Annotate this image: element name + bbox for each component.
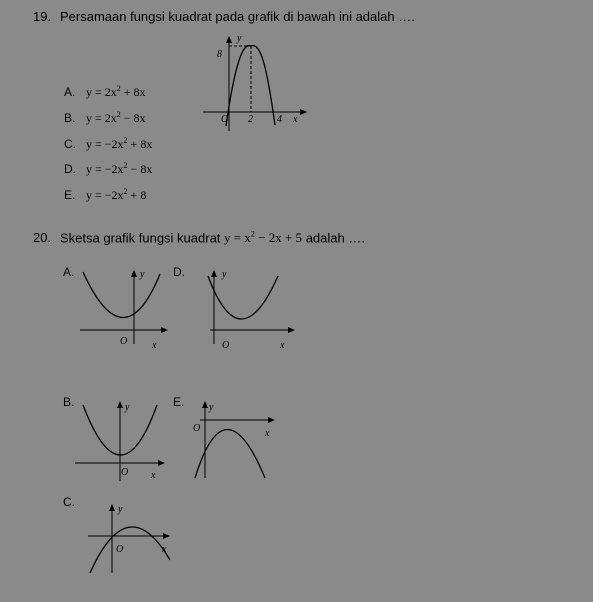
question-20-number: 20. <box>33 230 52 245</box>
q20-option-c-graph[interactable] <box>80 498 180 578</box>
question-19-number: 19. <box>33 9 52 24</box>
q20-option-d-letter[interactable]: D. <box>173 265 185 279</box>
origin-label: O <box>120 336 128 347</box>
y-axis-label: y <box>209 402 214 413</box>
q20-option-c-letter[interactable]: C. <box>63 495 75 509</box>
x-tick-label-2: 2 <box>248 114 253 125</box>
q19-option-d-formula[interactable]: $y = -2x^2 - 8x$ <box>86 161 153 176</box>
y-axis-label: y <box>222 269 227 280</box>
q20-option-e-letter[interactable]: E. <box>173 395 185 409</box>
x-tick-label-4: 4 <box>277 114 282 125</box>
q19-option-c-formula[interactable]: $y = -2x^2 + 8x$ <box>86 136 153 151</box>
y-axis-label: y <box>118 504 123 515</box>
parabola-curve <box>208 276 278 319</box>
x-axis-label: x <box>280 340 285 351</box>
q20-option-d-graph[interactable] <box>190 262 300 357</box>
q20-option-b-letter[interactable]: B. <box>63 395 75 409</box>
q20-option-e-graph[interactable] <box>185 393 285 483</box>
x-axis-label: x <box>162 544 167 555</box>
origin-label: O <box>116 544 124 555</box>
q19-option-d-letter[interactable]: D. <box>64 162 76 176</box>
origin-label: O <box>222 340 230 351</box>
y-tick-label-8: 8 <box>217 49 222 60</box>
q19-option-b-letter[interactable]: B. <box>64 111 76 125</box>
x-axis-label: x <box>265 428 270 439</box>
question-20-text: Sketsa grafik fungsi kuadrat $y = x^2 - 2x + 5$ adalah …. <box>60 230 365 246</box>
q19-option-e-letter[interactable]: E. <box>64 188 76 202</box>
y-axis-label: y <box>237 33 242 44</box>
origin-label: O <box>221 114 229 125</box>
q20-option-a-graph[interactable] <box>80 262 175 357</box>
x-axis-label: x <box>151 470 156 481</box>
q19-option-c-letter[interactable]: C. <box>64 137 76 151</box>
x-axis-label: x <box>152 340 157 351</box>
q19-option-a-formula[interactable]: $y = 2x^2 + 8x$ <box>86 84 146 99</box>
parabola-curve <box>83 272 160 318</box>
q19-option-e-formula[interactable]: $y = -2x^2 + 8$ <box>86 187 147 202</box>
question-19-text: Persamaan fungsi kuadrat pada grafik di bawah ini adalah …. <box>60 9 415 24</box>
q20-option-a-letter[interactable]: A. <box>63 265 75 279</box>
y-axis-label: y <box>140 269 145 280</box>
x-axis-arrow-icon <box>300 109 307 115</box>
x-axis-label: x <box>293 114 298 125</box>
q19-option-a-letter[interactable]: A. <box>64 85 76 99</box>
y-axis-label: y <box>125 402 130 413</box>
q19-option-b-formula[interactable]: $y = 2x^2 - 8x$ <box>86 110 146 125</box>
y-axis-arrow-icon <box>226 36 232 43</box>
origin-label: O <box>193 423 201 434</box>
q20-option-b-graph[interactable] <box>75 393 175 488</box>
origin-label: O <box>121 467 129 478</box>
parabola-curve <box>90 527 170 573</box>
q19-parabola-graph <box>195 28 330 133</box>
